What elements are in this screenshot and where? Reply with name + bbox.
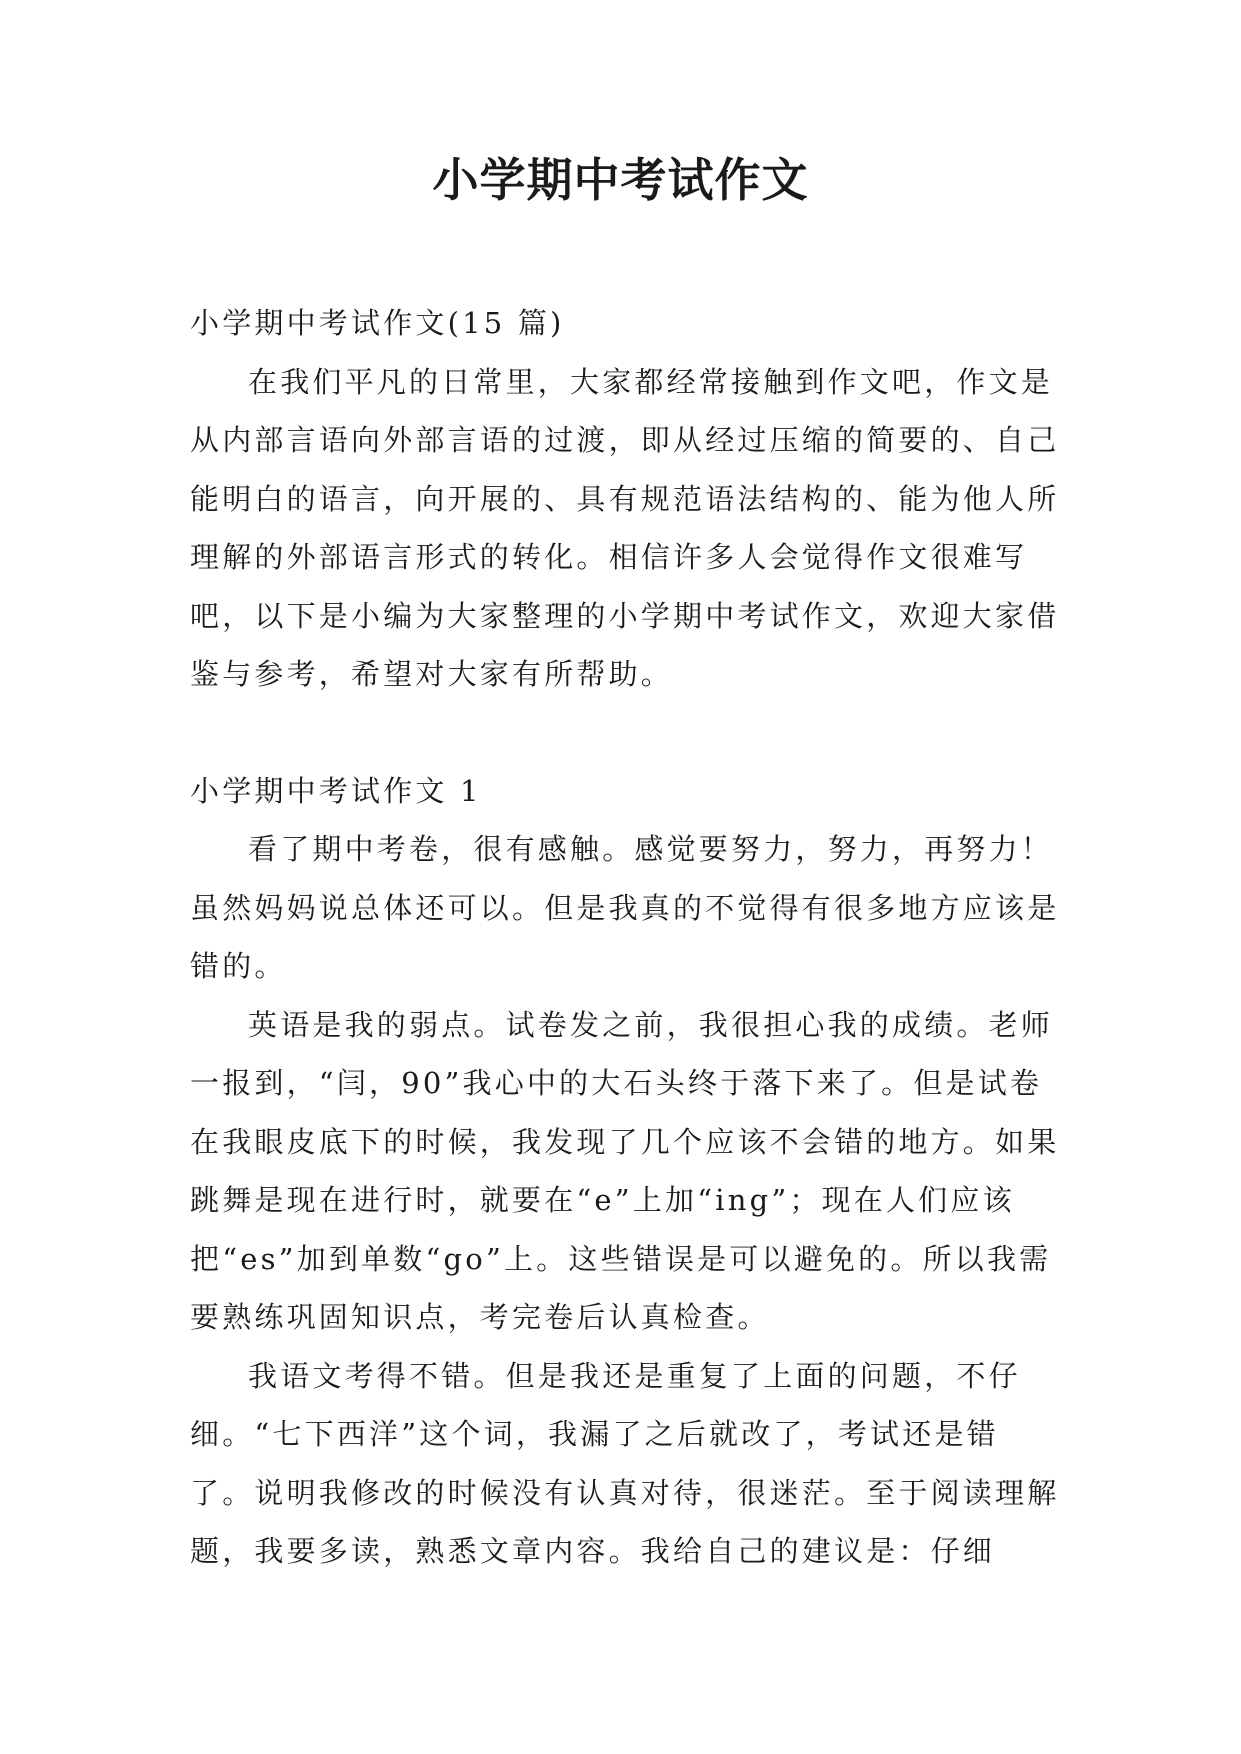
essay-paragraph: 看了期中考卷，很有感触。感觉要努力，努力，再努力！虽然妈妈说总体还可以。但是我真的不觉得有很多地方应该是错的。	[190, 832, 1060, 983]
section-heading: 小学期中考试作文 1	[190, 773, 482, 808]
collection-subtitle: 小学期中考试作文(15 篇)	[190, 306, 565, 340]
essay-paragraph: 英语是我的弱点。试卷发之前，我很担心我的成绩。老师一报到，“闫，90”我心中的大石头终于落下来了。但是试卷在我眼皮底下的时候，我发现了几个应该不会错的地方。如果跳舞是现在进行时，就要在“e”上加“ing”；现在人们应该把“es”加到单数“go”上。这些错误是可以避免的。所以我需要熟练巩固知识点，考完卷后认真检查。	[190, 1007, 1060, 1334]
section-spacer	[190, 704, 1060, 762]
essay-paragraph: 我语文考得不错。但是我还是重复了上面的问题，不仔细。“七下西洋”这个词，我漏了之后就改了，考试还是错了。说明我修改的时候没有认真对待，很迷茫。至于阅读理解题，我要多读，熟悉文章内容。我给自己的建议是：仔细	[190, 1358, 1060, 1568]
document-body	[190, 294, 1060, 1581]
intro-paragraph: 在我们平凡的日常里，大家都经常接触到作文吧，作文是从内部言语向外部言语的过渡，即从经过压缩的简要的、自己能明白的语言，向开展的、具有规范语法结构的、能为他人所理解的外部语言形式的转化。相信许多人会觉得作文很难写吧，以下是小编为大家整理的小学期中考试作文，欢迎大家借鉴与参考，希望对大家有所帮助。	[190, 364, 1060, 691]
document-title: 小学期中考试作文	[432, 153, 809, 207]
